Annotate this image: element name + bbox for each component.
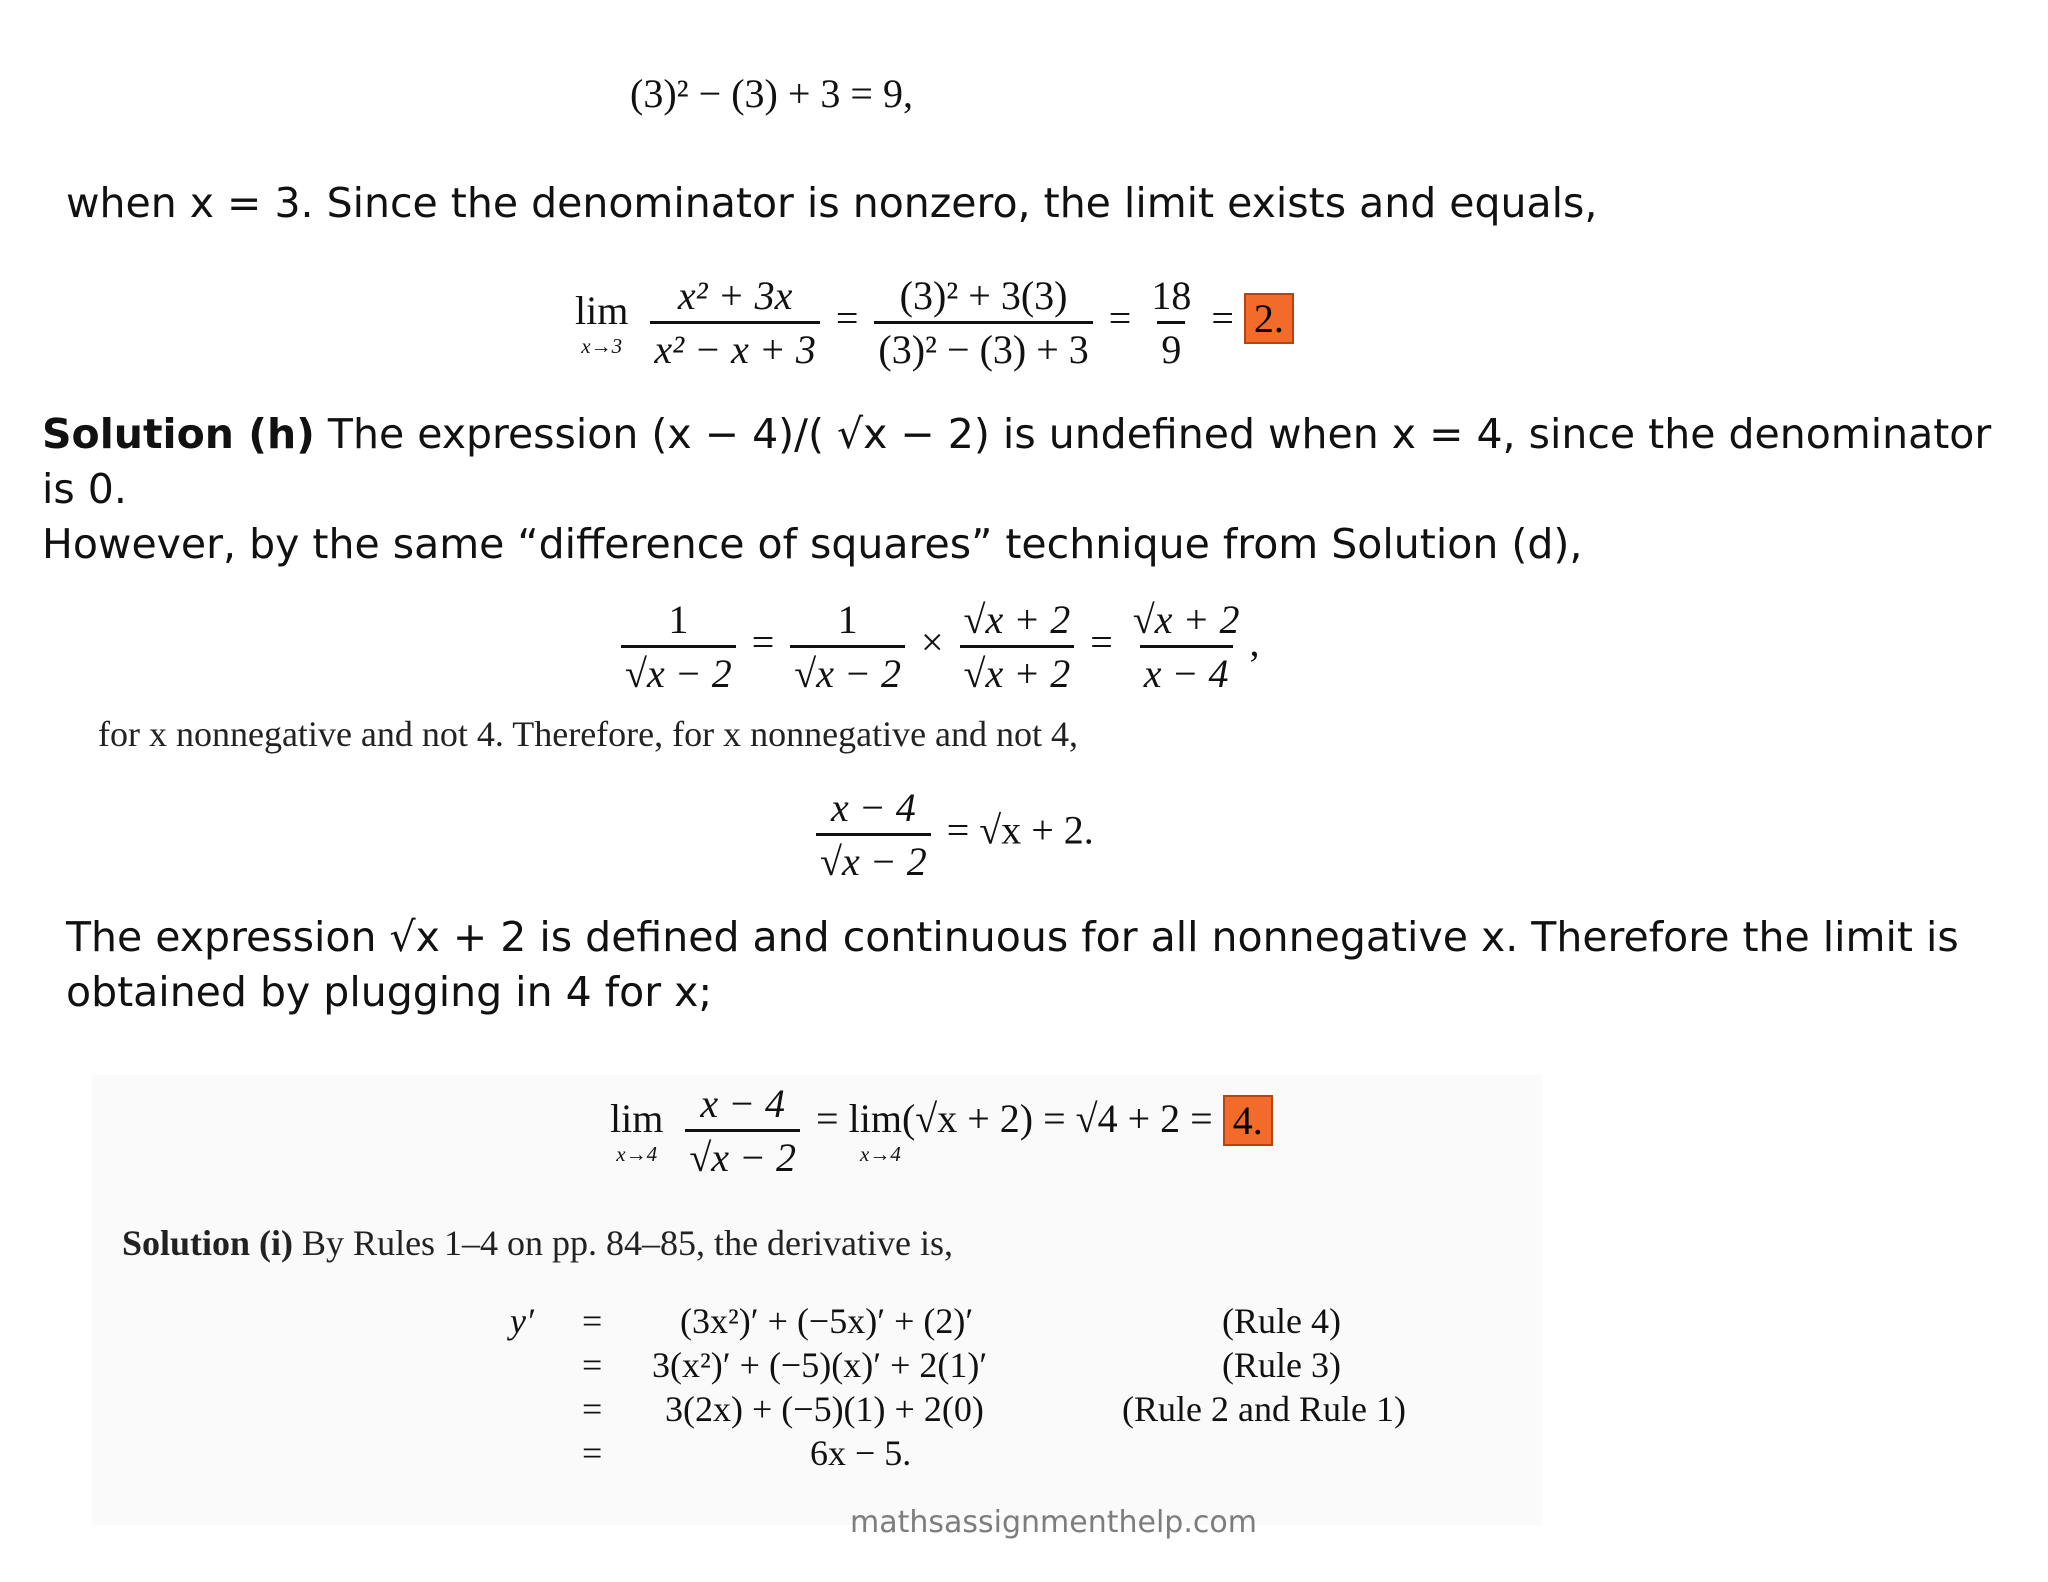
conj-fraction-1-numerator: 1 <box>668 597 689 642</box>
limit-operator-2 <box>610 1095 663 1167</box>
derivation-row <box>510 1388 1510 1432</box>
solution-i-text: By Rules 1–4 on pp. 84–85, the derivative is, <box>293 1223 953 1263</box>
fraction-1-numerator: x² + 3x <box>677 273 793 318</box>
limit-operator <box>575 287 628 359</box>
derivation-row <box>510 1344 1510 1388</box>
times-sign: × <box>920 619 944 665</box>
solution-h-line-1: The expression (x − 4)/( √x − 2) is undefined when x = 4, since the denominator is 0. <box>42 410 1992 513</box>
paragraph-nonnegative <box>98 713 1078 755</box>
lim-text: lim <box>610 1095 664 1141</box>
equation-simplify <box>810 784 1094 885</box>
conj-fraction-1 <box>621 596 736 697</box>
fraction-2-denominator: (3)² − (3) + 3 <box>874 321 1092 373</box>
derivation-equals: = <box>582 1389 603 1429</box>
solution-h-line-2: However, by the same “difference of squares” technique from Solution (d), <box>42 520 1583 568</box>
derivation-rule: (Rule 4) <box>1222 1301 1341 1341</box>
watermark <box>850 1505 1257 1540</box>
equals-sign: = <box>1108 295 1132 341</box>
conj-fraction-4-denominator: x − 4 <box>1140 645 1233 697</box>
derivation-table <box>510 1300 1510 1476</box>
derivation-row <box>510 1300 1510 1344</box>
conj-fraction-3 <box>960 596 1075 697</box>
paragraph-continuous-line-2: obtained by plugging in 4 for x; <box>66 968 713 1016</box>
result-highlight-4: 4. <box>1223 1095 1273 1146</box>
simplify-fraction <box>816 784 931 885</box>
derivation-expression: 3(x²)′ + (−5)(x)′ + 2(1)′ <box>652 1345 988 1385</box>
simplify-numerator: x − 4 <box>830 785 916 830</box>
fraction-3-numerator: 18 <box>1151 273 1192 318</box>
limit-2-numerator: x − 4 <box>700 1081 786 1126</box>
limit-2-middle-subscript: x→4 <box>860 1141 901 1166</box>
lim-subscript: x→4 <box>616 1141 658 1166</box>
paragraph-nonnegative-text: for x nonnegative and not 4. Therefore, for x nonnegative and not 4, <box>98 714 1079 754</box>
conj-fraction-3-numerator: √x + 2 <box>963 597 1071 642</box>
conj-fraction-1-denominator: √x − 2 <box>621 645 736 697</box>
lim-subscript: x→3 <box>581 333 623 358</box>
equation-limit-1 <box>575 272 1294 373</box>
derivation-equals: = <box>582 1433 603 1473</box>
conj-fraction-2 <box>790 596 905 697</box>
paragraph-continuous <box>66 910 2026 1020</box>
derivation-lhs: y′ <box>510 1301 534 1341</box>
conj-fraction-3-denominator: √x + 2 <box>960 645 1075 697</box>
limit-2-denominator: √x − 2 <box>685 1129 800 1181</box>
equation-top <box>630 70 913 117</box>
derivation-row <box>510 1432 1510 1476</box>
solution-i-label: Solution (i) <box>122 1223 294 1263</box>
limit-2-fraction <box>685 1080 800 1181</box>
fraction-1-denominator: x² − x + 3 <box>650 321 819 373</box>
simplify-denominator: √x − 2 <box>816 833 931 885</box>
solution-h <box>42 407 2032 572</box>
equation-top-text: (3)² − (3) + 3 = 9, <box>630 71 913 116</box>
fraction-1 <box>650 272 819 373</box>
paragraph-when <box>66 176 1597 231</box>
paragraph-continuous-line-1: The expression √x + 2 is defined and continuous for all nonnegative x. Therefore the limit is <box>66 913 1959 961</box>
equation-conjugate <box>615 596 1260 697</box>
derivation-equals: = <box>582 1345 603 1385</box>
equation-limit-2 <box>610 1080 1273 1181</box>
derivation-expression: (3x²)′ + (−5x)′ + (2)′ <box>680 1301 974 1341</box>
conj-fraction-4 <box>1129 596 1244 697</box>
derivation-expression: 3(2x) + (−5)(1) + 2(0) <box>665 1389 984 1429</box>
lim-text: lim <box>575 287 629 333</box>
fraction-2 <box>874 272 1092 373</box>
equals-sign: = <box>835 295 859 341</box>
limit-2-middle-text: = lim(√x + 2) = √4 + 2 = <box>816 1095 1213 1141</box>
conj-fraction-2-numerator: 1 <box>837 597 858 642</box>
derivation-expression: 6x − 5. <box>810 1433 912 1473</box>
watermark-text: mathsassignmenthelp.com <box>850 1505 1257 1540</box>
solution-i <box>122 1222 953 1264</box>
derivation-equals: = <box>582 1301 603 1341</box>
derivation-rule: (Rule 3) <box>1222 1345 1341 1385</box>
equals-sign: = <box>751 619 775 665</box>
comma: , <box>1249 619 1260 665</box>
simplify-rhs: = √x + 2. <box>946 807 1094 853</box>
conj-fraction-2-denominator: √x − 2 <box>790 645 905 697</box>
fraction-3 <box>1147 272 1195 373</box>
equals-sign: = <box>1211 295 1234 341</box>
fraction-3-denominator: 9 <box>1157 321 1185 373</box>
derivation-rule: (Rule 2 and Rule 1) <box>1122 1389 1406 1429</box>
solution-h-label: Solution (h) <box>42 410 315 458</box>
result-highlight-2: 2. <box>1244 293 1294 344</box>
paragraph-when-text: when x = 3. Since the denominator is nonzero, the limit exists and equals, <box>66 179 1598 227</box>
fraction-2-numerator: (3)² + 3(3) <box>899 273 1068 318</box>
limit-2-middle <box>816 1095 1213 1167</box>
equals-sign: = <box>1090 619 1113 665</box>
conj-fraction-4-numerator: √x + 2 <box>1132 597 1240 642</box>
